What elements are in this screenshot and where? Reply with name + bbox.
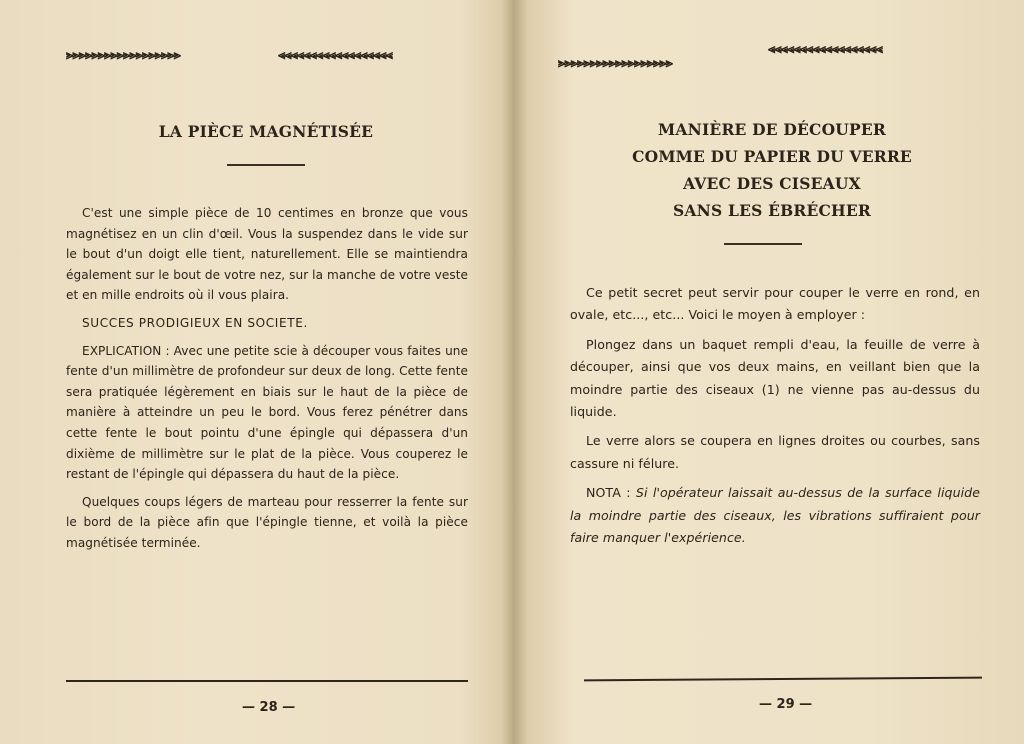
nota-label: NOTA : [586,485,636,501]
paragraph: SUCCES PRODIGIEUX EN SOCIETE. [82,315,308,330]
nota-paragraph [570,482,980,549]
ornament-right: ⪡⪡⪡⪡⪡⪡⪡⪡⪡⪡⪡⪡⪡⪡⪡⪡⪡⪡ [768,42,882,57]
right-page [516,0,1024,744]
body-text [570,282,980,556]
ornament-left: ⪢⪢⪢⪢⪢⪢⪢⪢⪢⪢⪢⪢⪢⪢⪢⪢⪢⪢ [66,48,180,63]
ornament-right: ⪡⪡⪡⪡⪡⪡⪡⪡⪡⪡⪡⪡⪡⪡⪡⪡⪡⪡ [278,48,392,63]
footer-rule [66,680,468,682]
paragraph: Le verre alors se coupera en lignes droites ou courbes, sans cassure ni félure. [570,433,980,471]
paragraph: Quelques coups légers de marteau pour resserrer la fente sur le bord de la pièce afin que l'épingle tienne, et voilà la pièce magnétisée terminée. [66,494,468,550]
paragraph: Plongez dans un baquet rempli d'eau, la feuille de verre à découper, ainsi que vos deux mains, en veillant bien que la moindre partie des ciseaux (1) ne vienne pas au-dessus du liquide. [570,336,980,420]
nota-text: Si l'opérateur laissait au-dessus de la surface liquide la moindre partie des ciseaux, les vibrations suffiraient pour faire manquer l'expérience. [570,485,980,546]
title-line: MANIÈRE DE DÉCOUPER [658,120,886,139]
page-number: — 29 — [759,697,813,712]
title-divider [724,243,802,245]
title-divider [227,164,305,166]
page-number: — 28 — [242,700,296,715]
title-line: COMME DU PAPIER DU VERRE [632,147,912,166]
paragraph: C'est une simple pièce de 10 centimes en bronze que vous magnétisez en un clin d'œil. Vous la suspendez dans le vide sur le bout d'un doigt elle tient, naturellement. Elle se maintiendra également sur le bout de votre nez, sur la manche de votre veste et en mille endroits où il vous plaira. [66,206,468,303]
title-line: AVEC DES CISEAUX [683,174,861,193]
footer-rule [584,677,982,681]
page-title: LA PIÈCE MAGNÉTISÉE [158,122,374,141]
body-text [66,203,468,561]
paragraph: EXPLICATION : Avec une petite scie à découper vous faites une fente d'un millimètre de profondeur sur deux de long. Cette fente sera pratiquée légèrement en biais sur le haut de la pièce de manière à atteindre un peu le bord. Vous ferez pénétrer dans cette fente le bout pointu d'une épingle qui dépassera d'un dixième de millimètre sur le plat de la pièce. Vous couperez le restant de l'épingle qui dépassera du haut de la pièce. [66,343,468,482]
paragraph: Ce petit secret peut servir pour couper le verre en rond, en ovale, etc..., etc... Voici le moyen à employer : [570,285,980,323]
page-title [572,116,972,224]
ornament-left: ⪢⪢⪢⪢⪢⪢⪢⪢⪢⪢⪢⪢⪢⪢⪢⪢⪢⪢ [558,56,672,71]
title-line: SANS LES ÉBRÉCHER [673,201,871,220]
